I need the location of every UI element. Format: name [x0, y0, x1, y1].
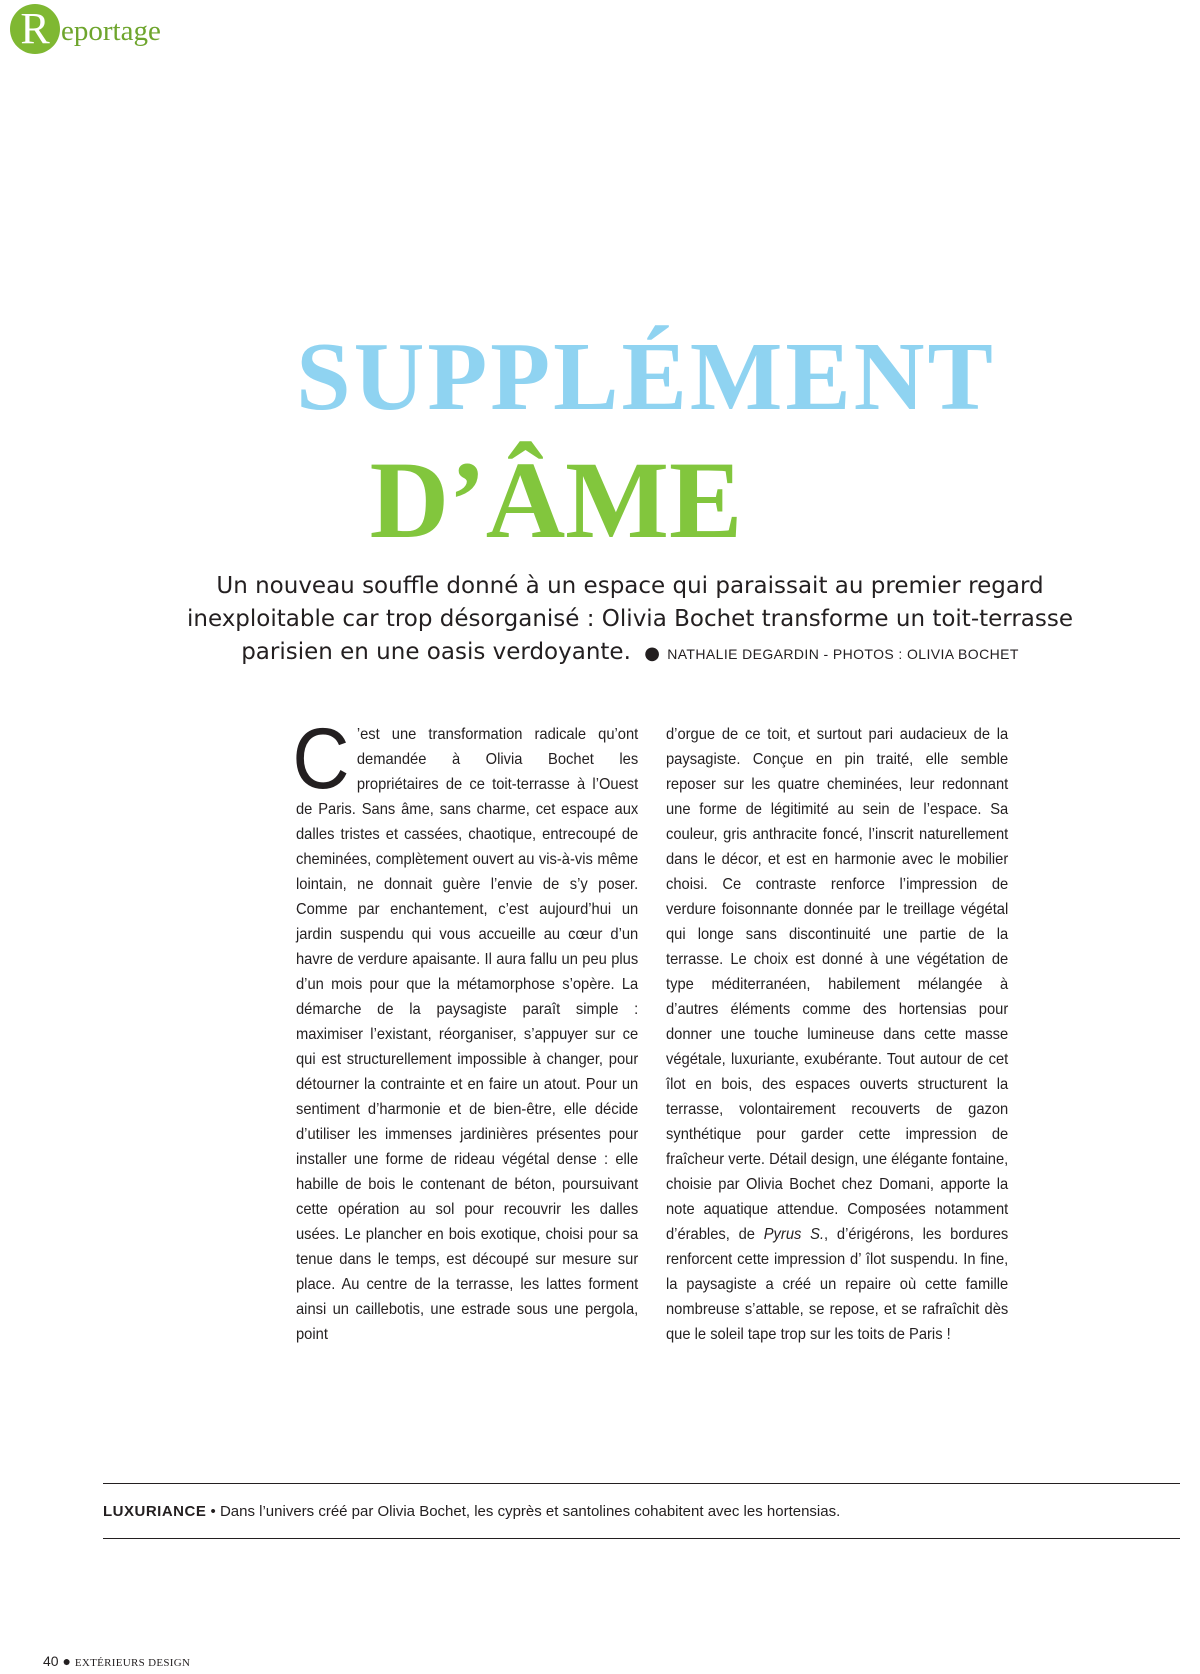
photo-caption	[103, 1503, 840, 1520]
section-badge: R	[10, 4, 60, 54]
caption-label: LUXURIANCE	[103, 1503, 207, 1520]
standfirst-text: Un nouveau souffle donné à un espace qui paraissait au premier regard inexploitable car trop désorganisé : Olivia Bochet transforme un toit-terrasse parisien en une oasis verdoyante.	[186, 573, 1074, 665]
credit-bullet: ●	[644, 643, 660, 664]
byline: NATHALIE DEGARDIN - PHOTOS : OLIVIA BOCHET	[667, 646, 1019, 662]
caption-bullet: •	[210, 1503, 216, 1520]
caption-rule-top	[103, 1483, 1180, 1484]
body-paragraph-2	[666, 722, 1008, 1347]
body-column-2	[666, 722, 1009, 1347]
drop-cap: C	[292, 711, 350, 807]
caption-rule-bottom	[103, 1538, 1180, 1539]
section-tag	[10, 4, 161, 54]
page-footer	[43, 1653, 190, 1669]
section-label: eportage	[61, 14, 161, 47]
caption-text: Dans l’univers créé par Olivia Bochet, les cyprès et santolines cohabitent avec les hortensias.	[219, 1503, 841, 1520]
body-column-2-text-a: d’orgue de ce toit, et surtout pari audacieux de la paysagiste. Conçue en pin traité, elle semble reposer sur les quatre cheminées, leur redonnant une forme de légitimité au sein de l’espace. Sa couleur, gris anthracite foncé, l’inscrit naturellement dans le décor, et est en harmonie avec le mobilier choisi. Ce contraste renforce l’impression de verdure foisonnante donnée par le treillage végétal qui longe sans discontinuité une partie de la terrasse. Le choix est donné à une végétation de type méditerranéen, habilement mélangée à d’autres éléments comme des hortensias pour donner une touche lumineuse dans cette masse végétale, luxuriante, exubérante. Tout autour de cet îlot en bois, des espaces ouverts structurent la terrasse, volontairement recouverts de gazon synthétique pour garder cette impression de fraîcheur verte. Détail design, une élégante fontaine, choisie par Olivia Bochet chez Domani, apporte la note aquatique attendue. Composées notamment d’érables, de	[666, 726, 1009, 1243]
standfirst	[150, 570, 1110, 671]
headline-line-1: SUPPLÉMENT	[296, 323, 996, 431]
page-number: 40	[43, 1653, 59, 1669]
footer-bullet: ●	[62, 1653, 71, 1669]
headline-line-2: D’ÂME	[369, 439, 743, 561]
body-column-1-text: ’est une transformation radicale qu’ont demandée à Olivia Bochet les propriétaires de ce toit-terrasse à l’Ouest de Paris. Sans âme, sans charme, cet espace aux dalles tristes et cassées, chaotique, entrecoupé de cheminées, complètement ouvert au vis-à-vis même lointain, ne donnait guère l’envie de s’y poser. Comme par enchantement, c’est aujourd’hui un jardin suspendu qui vous accueille au cœur d’un havre de verdure apaisante. Il aura fallu un peu plus d’un mois pour que la métamorphose s’opère. La démarche de la paysagiste paraît simple : maximiser l’existant, réorganiser, s’appuyer sur ce qui est structurellement impossible à changer, pour détourner la contrainte et en faire un atout. Pour un sentiment d’harmonie et de bien-être, elle décide d’utiliser les immenses jardinières présentes pour installer une forme de rideau végétal dense : elle habille de bois le contenant de béton, poursuivant cette opération au sol pour recouvrir les dalles usées. Le plancher en bois exotique, choisi pour sa tenue dans le temps, est découpé sur mesure sur place. Au centre de la terrasse, les lattes forment ainsi un caillebotis, une estrade sous une pergola, point	[296, 726, 639, 1343]
body-column-1	[292, 711, 639, 1347]
body-column-2-text-b: , d’érigérons, les bordures renforcent cette impression d’ îlot suspendu. In fine, la paysagiste a créé un repaire où cette famille nombreuse s’attable, se repose, et se rafraîchit dès que le soleil tape trop sur les toits de Paris !	[666, 1226, 1009, 1343]
magazine-name: EXTÉRIEURS DESIGN	[74, 1657, 191, 1669]
article-body	[292, 711, 1009, 1347]
body-italic-species: Pyrus S.	[763, 1226, 825, 1243]
body-paragraph-1	[292, 711, 639, 1347]
